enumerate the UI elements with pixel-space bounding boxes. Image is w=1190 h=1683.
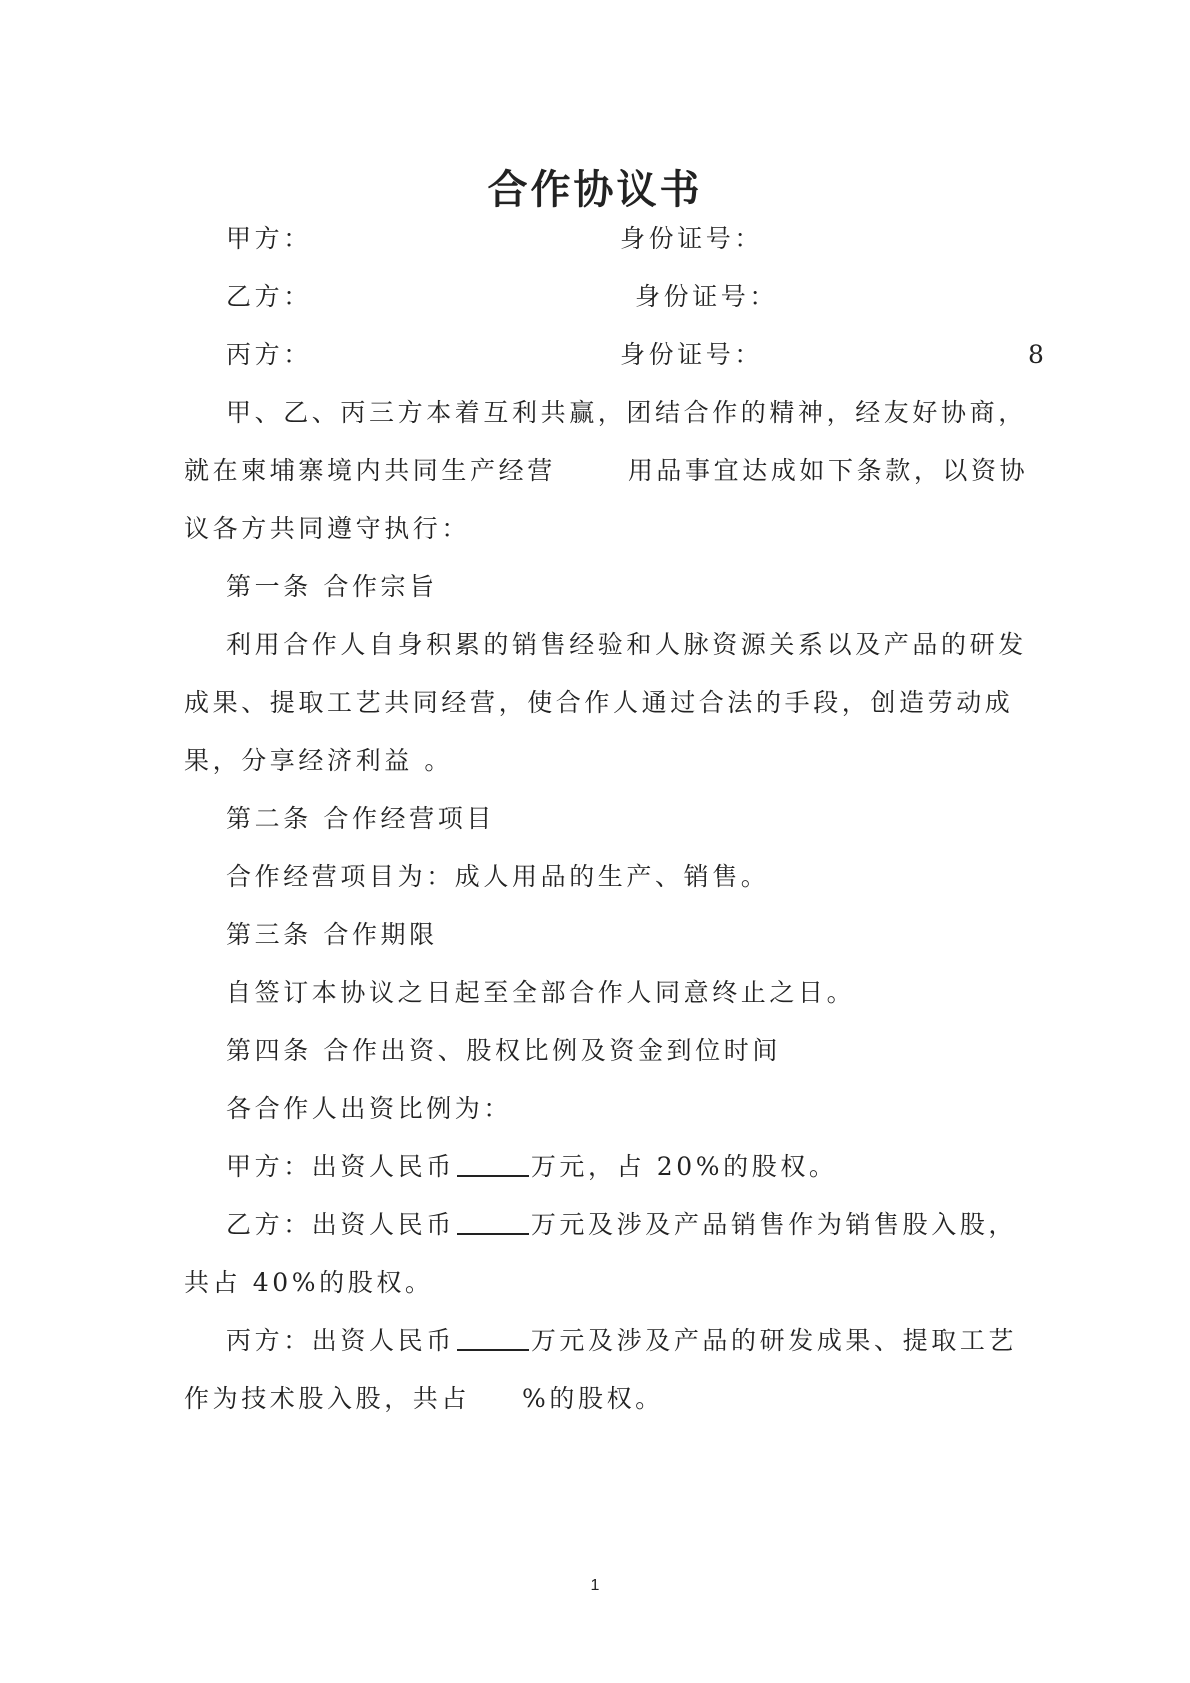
party-c-extra-number: 8 [1028,340,1048,369]
party-b-amount-blank [457,1207,529,1235]
article-3-line-1: 自签订本协议之日起至全部合作人同意终止之日。 [226,978,856,1007]
party-a-label: 甲方： [226,224,312,253]
party-a-investment-pre: 甲方：出资人民币 [226,1152,455,1181]
party-a-investment-post: 万元，占 20%的股权。 [530,1152,838,1181]
intro-line-2b: 用品事宜达成如下条款，以资协 [627,456,1029,485]
party-b-line [226,279,1056,315]
article-2-heading: 第二条 合作经营项目 [226,804,495,833]
party-c-label: 丙方： [226,340,312,369]
intro-line-2 [184,453,1029,489]
party-b-investment-line-2: 共占 40%的股权。 [184,1268,434,1297]
article-1-line-1: 利用合作人自身积累的销售经验和人脉资源关系以及产品的研发 [226,630,1027,659]
page-number: 1 [590,1577,600,1594]
party-a-investment-line [226,1149,1056,1185]
party-c-investment-pre: 丙方：出资人民币 [226,1326,455,1355]
intro-line-1: 甲、乙、丙三方本着互利共赢，团结合作的精神，经友好协商， [226,398,1027,427]
party-b-id-label: 身份证号： [635,282,779,311]
article-1-heading: 第一条 合作宗旨 [226,572,438,601]
article-4-line-1: 各合作人出资比例为： [226,1094,513,1123]
party-a-amount-blank [457,1149,529,1177]
party-c-investment-post: 万元及涉及产品的研发成果、提取工艺 [530,1326,1018,1355]
party-c-investment-line [226,1323,1056,1359]
article-3-heading: 第三条 合作期限 [226,920,438,949]
intro-line-2a: 就在柬埔寨境内共同生产经营 [184,456,556,485]
article-1-line-3: 果，分享经济利益 。 [184,746,453,775]
article-1-line-2: 成果、提取工艺共同经营，使合作人通过合法的手段，创造劳动成 [184,688,1014,717]
party-b-investment-post: 万元及涉及产品销售作为销售股入股， [530,1210,1018,1239]
party-c-line-2-post: %的股权。 [522,1384,664,1413]
party-c-line [226,337,1056,373]
article-4-heading: 第四条 合作出资、股权比例及资金到位时间 [226,1036,781,1065]
party-c-investment-line-2 [184,1381,1014,1417]
party-b-label: 乙方： [226,282,312,311]
party-c-id-label: 身份证号： [620,340,764,369]
party-b-investment-line [226,1207,1056,1243]
article-2-line-1: 合作经营项目为：成人用品的生产、销售。 [226,862,770,891]
party-a-id-label: 身份证号： [620,224,764,253]
party-c-amount-blank [457,1323,529,1351]
party-a-line [226,221,1056,257]
intro-line-3: 议各方共同遵守执行： [184,514,471,543]
party-b-investment-pre: 乙方：出资人民币 [226,1210,455,1239]
document-title: 合作协议书 [487,166,703,213]
party-c-line-2-pre: 作为技术股入股，共占 [184,1384,471,1413]
